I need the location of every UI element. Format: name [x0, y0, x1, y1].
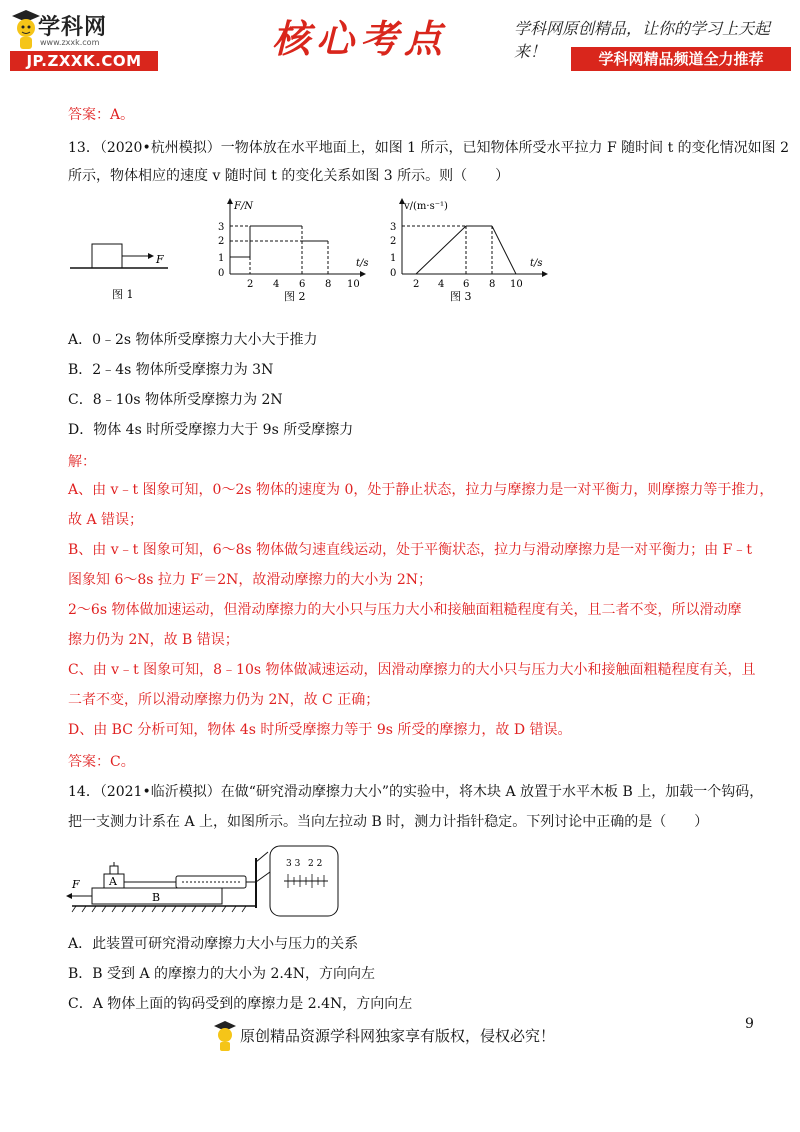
- q13-stem-line2: 所示，物体相应的速度 v 随时间 t 的变化关系如图 3 所示。则（ ）: [68, 168, 510, 184]
- q14-force-label: F: [72, 878, 80, 891]
- q14-stem-line2: 把一支测力计系在 A 上，如图所示。当向左拉动 B 时，测力计指针稳定。下列讨论中正确的是（ ）: [68, 814, 709, 830]
- page-number: 9: [745, 1016, 754, 1032]
- q14-figure: [66, 842, 346, 920]
- fig2-xlabel: t/s: [356, 258, 369, 269]
- fig2-xtick-10: 10: [347, 279, 360, 290]
- fig2-ytick-1: 1: [218, 253, 225, 264]
- fig1-caption: 图 1: [112, 288, 134, 301]
- fig3-caption: 图 3: [450, 290, 472, 303]
- q13-figure-3: [382, 196, 557, 306]
- q13-figure-2: [210, 196, 370, 306]
- mascot-icon: [8, 6, 42, 52]
- logo-url: www.zxxk.com: [40, 38, 100, 47]
- fig2-ylabel: F/N: [234, 201, 254, 212]
- fig3-xtick-6: 6: [463, 279, 470, 290]
- q13-option-c: C．8﹣10s 物体所受摩擦力为 2N: [68, 392, 283, 408]
- q14-option-c: C．A 物体上面的钩码受到的摩擦力是 2.4N，方向向左: [68, 996, 413, 1012]
- q13-answer: 答案：C。: [68, 754, 135, 770]
- q13-figure-1: [68, 232, 178, 307]
- fig3-accel-line: [416, 226, 466, 274]
- q13-solution-line9: D、由 BC 分析可知，物体 4s 时所受摩擦力等于 9s 所受的摩擦力，故 D 错误。: [68, 722, 572, 738]
- q13-solution-line7: C、由 v﹣t 图象可知，8﹣10s 物体做减速运动，因滑动摩擦力的大小只与压力大小和接触面粗糙程度有关，且: [68, 662, 756, 678]
- q13-option-d: D．物体 4s 时所受摩擦力大于 9s 所受摩擦力: [68, 422, 354, 438]
- q12-answer: 答案：A。: [68, 107, 135, 123]
- q13-option-b: B．2﹣4s 物体所受摩擦力为 3N: [68, 362, 274, 378]
- q14-stem-line1: 14．（2021•临沂模拟）在做“研究滑动摩擦力大小”的实验中，将木块 A 放置于水平木板 B 上，加载一个钩码，: [68, 784, 764, 800]
- logo-name: 学科网: [38, 15, 108, 40]
- fig3-ytick-2: 2: [390, 236, 397, 247]
- fig3-xtick-2: 2: [413, 279, 420, 290]
- fig3-xtick-8: 8: [489, 279, 496, 290]
- fig3-decel-line: [492, 226, 516, 274]
- q13-solution-line2: 故 A 错误；: [68, 512, 144, 528]
- fig2-xtick-2: 2: [247, 279, 254, 290]
- q13-solution-line8: 二者不变，所以滑动摩擦力仍为 2N，故 C 正确；: [68, 692, 380, 708]
- q14-scale-left-reading: 3 3: [286, 859, 301, 869]
- fig3-ytick-1: 1: [390, 253, 397, 264]
- fig1-block: [92, 244, 122, 268]
- fig2-xtick-4: 4: [273, 279, 280, 290]
- q14-hook-weight: [110, 866, 118, 874]
- header-channel: 学科网精品频道全力推荐: [571, 47, 791, 71]
- q13-solution-head: 解：: [68, 454, 96, 470]
- fig3-ylabel: v/(m·s⁻¹): [404, 201, 448, 212]
- footer-copyright: 原创精品资源学科网独家享有版权，侵权必究！: [240, 1027, 556, 1045]
- q13-stem-line1: 13．（2020•杭州模拟）一物体放在水平地面上，如图 1 所示，已知物体所受水平拉力 F 随时间 t 的变化情况如图 2: [68, 140, 790, 156]
- fig3-xtick-4: 4: [438, 279, 445, 290]
- fig1-force-label: F: [156, 253, 164, 266]
- footer-mascot-icon: [212, 1018, 238, 1052]
- q13-solution-line5: 2～6s 物体做加速运动，但滑动摩擦力的大小只与压力大小和接触面粗糙程度有关，且二者不变，所以滑动摩: [68, 602, 742, 618]
- fig3-xtick-10: 10: [510, 279, 523, 290]
- fig2-caption: 图 2: [284, 290, 306, 303]
- q14-option-b: B．B 受到 A 的摩擦力的大小为 2.4N，方向向左: [68, 966, 376, 982]
- q13-solution-line3: B、由 v﹣t 图象可知，6～8s 物体做匀速直线运动，处于平衡状态，拉力与滑动摩擦力是一对平衡力；由 F﹣t: [68, 542, 752, 558]
- q14-option-a: A．此装置可研究滑动摩擦力大小与压力的关系: [68, 936, 359, 952]
- fig2-xtick-8: 8: [325, 279, 332, 290]
- header-title: 核心考点: [272, 17, 449, 61]
- fig2-ytick-2: 2: [218, 236, 225, 247]
- q13-solution-line6: 擦力仍为 2N，故 B 错误；: [68, 632, 239, 648]
- q13-solution-line4: 图象知 6～8s 拉力 F′＝2N，故滑动摩擦力的大小为 2N；: [68, 572, 433, 588]
- fig3-ytick-3: 3: [390, 222, 397, 233]
- q14-scale-right-reading: 2 2: [308, 859, 323, 869]
- logo-banner[interactable]: JP.ZXXK.COM: [10, 51, 158, 71]
- fig3-xlabel: t/s: [530, 258, 543, 269]
- q13-solution-line1: A、由 v﹣t 图象可知，0～2s 物体的速度为 0，处于静止状态，拉力与摩擦力是一对平衡力，则摩擦力等于推力，: [68, 482, 774, 498]
- fig2-ytick-3: 3: [218, 222, 225, 233]
- fig2-xtick-6: 6: [299, 279, 306, 290]
- fig2-ytick-0: 0: [218, 268, 225, 279]
- q13-option-a: A．0﹣2s 物体所受摩擦力大小大于推力: [68, 332, 318, 348]
- q14-block-label: A: [109, 875, 117, 888]
- fig3-ytick-0: 0: [390, 268, 397, 279]
- q14-board-label: B: [152, 891, 161, 904]
- header-slogan: 学科网原创精品，让你的学习上天起来！: [514, 19, 771, 61]
